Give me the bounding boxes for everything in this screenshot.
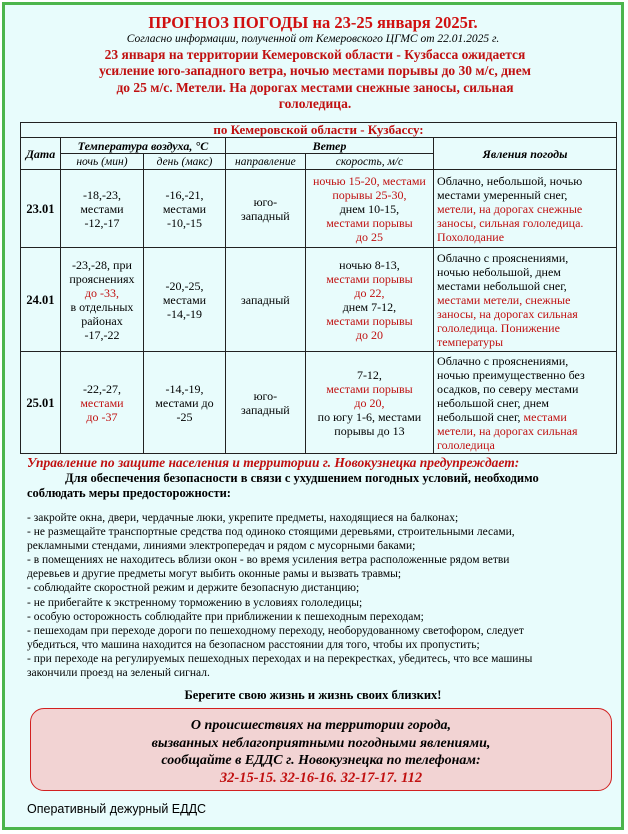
- night-temp-line: -12,-17: [84, 215, 120, 230]
- report-line: вызванных неблагоприятными погодными явлениями,: [151, 735, 491, 751]
- phenomena-line: ночью небольшой, днем: [437, 264, 561, 279]
- forecast-row: [21, 170, 617, 248]
- day-temp-line: -10,-15: [166, 215, 202, 230]
- phenomena-line: гололедица: [437, 437, 495, 452]
- phenomena-line: небольшой снег, местами: [437, 409, 567, 424]
- warning-title: Управление по защите населения и территории г. Новокузнецка предупреждает:: [27, 455, 520, 470]
- safety-tip: - особую осторожность соблюдайте при приближении к пешеходным переходам;: [27, 610, 424, 623]
- night-temp-cell: [60, 352, 143, 454]
- safety-tip: закончили проезд на зеленый сигнал.: [27, 667, 210, 680]
- day-temp-line: местами: [162, 201, 207, 216]
- day-temp-line: -16,-21,: [165, 187, 204, 202]
- wind-direction-line: западный: [241, 402, 290, 417]
- phenomena-line: небольшой снег, днем: [437, 395, 549, 410]
- forecast-row: [21, 248, 617, 352]
- phenomena-line: Облачно с прояснениями,: [437, 353, 569, 368]
- night-temp-line: -22,-27,: [82, 381, 121, 396]
- safety-tip: - не прибегайте к экстренному торможению в условиях гололедицы;: [27, 596, 363, 609]
- phenomena-line: температуры: [437, 334, 504, 349]
- region-header: по Кемеровской области - Кузбассу:: [21, 123, 617, 138]
- safety-tip: - соблюдайте скоростной режим и держите безопасную дистанцию;: [27, 582, 360, 595]
- wind-speed-cell: [305, 170, 433, 248]
- day-temp-cell: [143, 170, 225, 248]
- day-temp-cell: [143, 352, 225, 454]
- night-temp-cell: [60, 170, 143, 248]
- night-temp-cell: [60, 248, 143, 352]
- phenomena-header: Явления погоды: [434, 138, 617, 170]
- alert-line: гололедица.: [278, 95, 352, 111]
- wind-direction-cell: [225, 248, 305, 352]
- wind-speed-line: до 22,: [354, 285, 385, 300]
- night-temp-line: прояснениях: [69, 271, 135, 286]
- day-temp-line: -14,-19: [166, 306, 202, 321]
- wind-direction-cell: [225, 352, 305, 454]
- wind-direction-line: юго-: [253, 194, 278, 209]
- day-temp-line: местами до: [155, 395, 214, 410]
- wind-direction-line: юго-: [253, 388, 278, 403]
- alert-line: усиление юго-западного ветра, ночью местами порывы до 30 м/с, днем: [99, 63, 531, 79]
- phone-numbers: 32-15-15. 32-16-16. 32-17-17. 112: [219, 769, 423, 786]
- date-cell: 24.01: [21, 248, 61, 352]
- wind-direction-cell: [225, 170, 305, 248]
- speed-header: скорость, м/с: [305, 154, 433, 170]
- phenomena-line: местами метели, снежные: [437, 292, 571, 307]
- forecast-title: ПРОГНОЗ ПОГОДЫ на 23-25 января 2025г.: [148, 13, 478, 32]
- forecast-rows: [21, 170, 617, 454]
- wind-speed-line: порывы 25-30,: [332, 187, 407, 202]
- wind-speed-line: ночью 15-20, местами: [313, 173, 426, 188]
- wind-speed-line: до 20: [355, 327, 383, 342]
- night-temp-line: в отдельных: [70, 299, 134, 314]
- wind-speed-line: днем 10-15,: [339, 201, 400, 216]
- night-temp-line: районах: [81, 313, 123, 328]
- report-line: О происшествиях на территории города,: [190, 718, 452, 733]
- safety-tip: рекламными стендами, линиями электропередач и рядом с мусорными баками;: [27, 540, 416, 553]
- phenomena-line: гололедица. Понижение: [437, 320, 560, 335]
- wind-direction-line: западный: [241, 292, 290, 307]
- alert-line: 23 января на территории Кемеровской области - Кузбасса ожидается: [104, 47, 526, 62]
- night-temp-line: -18,-23,: [82, 187, 121, 202]
- night-temp-line: местами: [80, 201, 124, 216]
- phenomena-line: заносы, сильная гололедица.: [437, 215, 584, 230]
- phenomena-cell: [434, 170, 617, 248]
- direction-header: направление: [225, 154, 305, 170]
- wind-speed-line: до 20,: [354, 395, 385, 410]
- day-temp-line: -25: [176, 409, 193, 424]
- safety-tip: убедиться, что машина находится на безопасном расстоянии для того, чтобы их пропустить;: [27, 638, 480, 651]
- wind-speed-cell: [305, 248, 433, 352]
- forecast-row: [21, 352, 617, 454]
- wind-speed-line: местами порывы: [326, 215, 413, 230]
- phenomena-line: метели, на дорогах сильная: [437, 423, 578, 438]
- temperature-header: Температура воздуха, °С: [60, 138, 225, 154]
- safety-tip: - пешеходам при переходе дороги по пешеходному переходу, необорудованному светофором, следует: [27, 624, 524, 637]
- safety-tip: - закройте окна, двери, чердачные люки, укрепите предметы, находящиеся на балконах;: [27, 512, 459, 524]
- night-temp-line: -17,-22: [84, 327, 120, 342]
- phenomena-line: местами небольшой снег,: [437, 278, 567, 293]
- wind-speed-line: по югу 1-6, местами: [317, 409, 422, 424]
- safety-tip: - при переходе на регулируемых пешеходных переходах и на перекрестках, убедитесь, что все машины: [27, 652, 533, 665]
- night-header: ночь (мин): [60, 154, 143, 170]
- safety-tip: деревьев и другие предметы могут выбить оконные рамы и вызвать травмы;: [27, 568, 402, 581]
- phenomena-line: ночью преимущественно без: [437, 367, 585, 382]
- duty-officer-signature: Оперативный дежурный ЕДДС: [27, 802, 207, 816]
- night-temp-line: до -37: [86, 409, 118, 424]
- safety-tips-list: [27, 511, 612, 680]
- safety-tip: - не размещайте транспортные средства под одиноко стоящими деревьями, строительными лесами,: [27, 526, 515, 539]
- night-temp-line: до -33,: [84, 285, 119, 300]
- day-temp-line: -20,-25,: [165, 278, 204, 293]
- wind-speed-line: до 25: [355, 229, 383, 244]
- phenomena-line: Облачно, небольшой, ночью: [437, 173, 583, 188]
- date-cell: 25.01: [21, 352, 61, 454]
- closing-line: Берегите свою жизнь и жизнь своих близких!: [184, 688, 442, 702]
- warning-intro: Для обеспечения безопасности в связи с ухудшением погодных условий, необходимо соблюдать меры предосторожности:: [27, 471, 539, 500]
- wind-header: Ветер: [225, 138, 433, 154]
- phenomena-cell: [434, 352, 617, 454]
- day-temp-cell: [143, 248, 225, 352]
- emergency-contact-box: [30, 708, 612, 791]
- night-temp-line: -23,-28, при: [72, 257, 132, 272]
- wind-speed-cell: [305, 352, 433, 454]
- wind-speed-line: местами порывы: [326, 381, 413, 396]
- wind-speed-line: порывы до 13: [334, 423, 405, 438]
- wind-speed-line: днем 7-12,: [342, 299, 397, 314]
- alert-line: до 25 м/с. Метели. На дорогах местами снежные заносы, сильная: [116, 79, 514, 95]
- day-temp-line: местами: [162, 292, 207, 307]
- phenomena-line: Похолодание: [437, 229, 505, 244]
- phenomena-line: осадков, по северу местами: [437, 381, 579, 396]
- day-temp-line: -14,-19,: [165, 381, 204, 396]
- phenomena-cell: [434, 248, 617, 352]
- wind-speed-line: 7-12,: [356, 367, 382, 382]
- forecast-source: Согласно информации, полученной от Кемеровского ЦГМС от 22.01.2025 г.: [126, 33, 500, 45]
- phenomena-line: метели, на дорогах снежные: [437, 201, 583, 216]
- day-header: день (макс): [143, 154, 225, 170]
- forecast-table: [20, 122, 617, 454]
- report-line: сообщайте в ЕДДС г. Новокузнецка по телефонам:: [161, 753, 481, 768]
- wind-speed-line: ночью 8-13,: [339, 257, 400, 272]
- safety-tip: - в помещениях не находитесь вблизи окон - во время усиления ветра расположенные рядом ветви: [27, 554, 510, 567]
- poster-frame: [2, 2, 624, 830]
- wind-direction-line: западный: [241, 208, 290, 223]
- forecast-alert: [85, 47, 545, 112]
- night-temp-line: местами: [80, 395, 124, 410]
- date-cell: 23.01: [21, 170, 61, 248]
- wind-speed-line: местами порывы: [326, 271, 413, 286]
- date-header: Дата: [21, 138, 61, 170]
- phenomena-line: Облачно с прояснениями,: [437, 250, 569, 265]
- wind-speed-line: местами порывы: [326, 313, 413, 328]
- phenomena-line: заносы, на дорогах сильная: [437, 306, 578, 321]
- phenomena-line: местами умеренный снег,: [437, 187, 568, 202]
